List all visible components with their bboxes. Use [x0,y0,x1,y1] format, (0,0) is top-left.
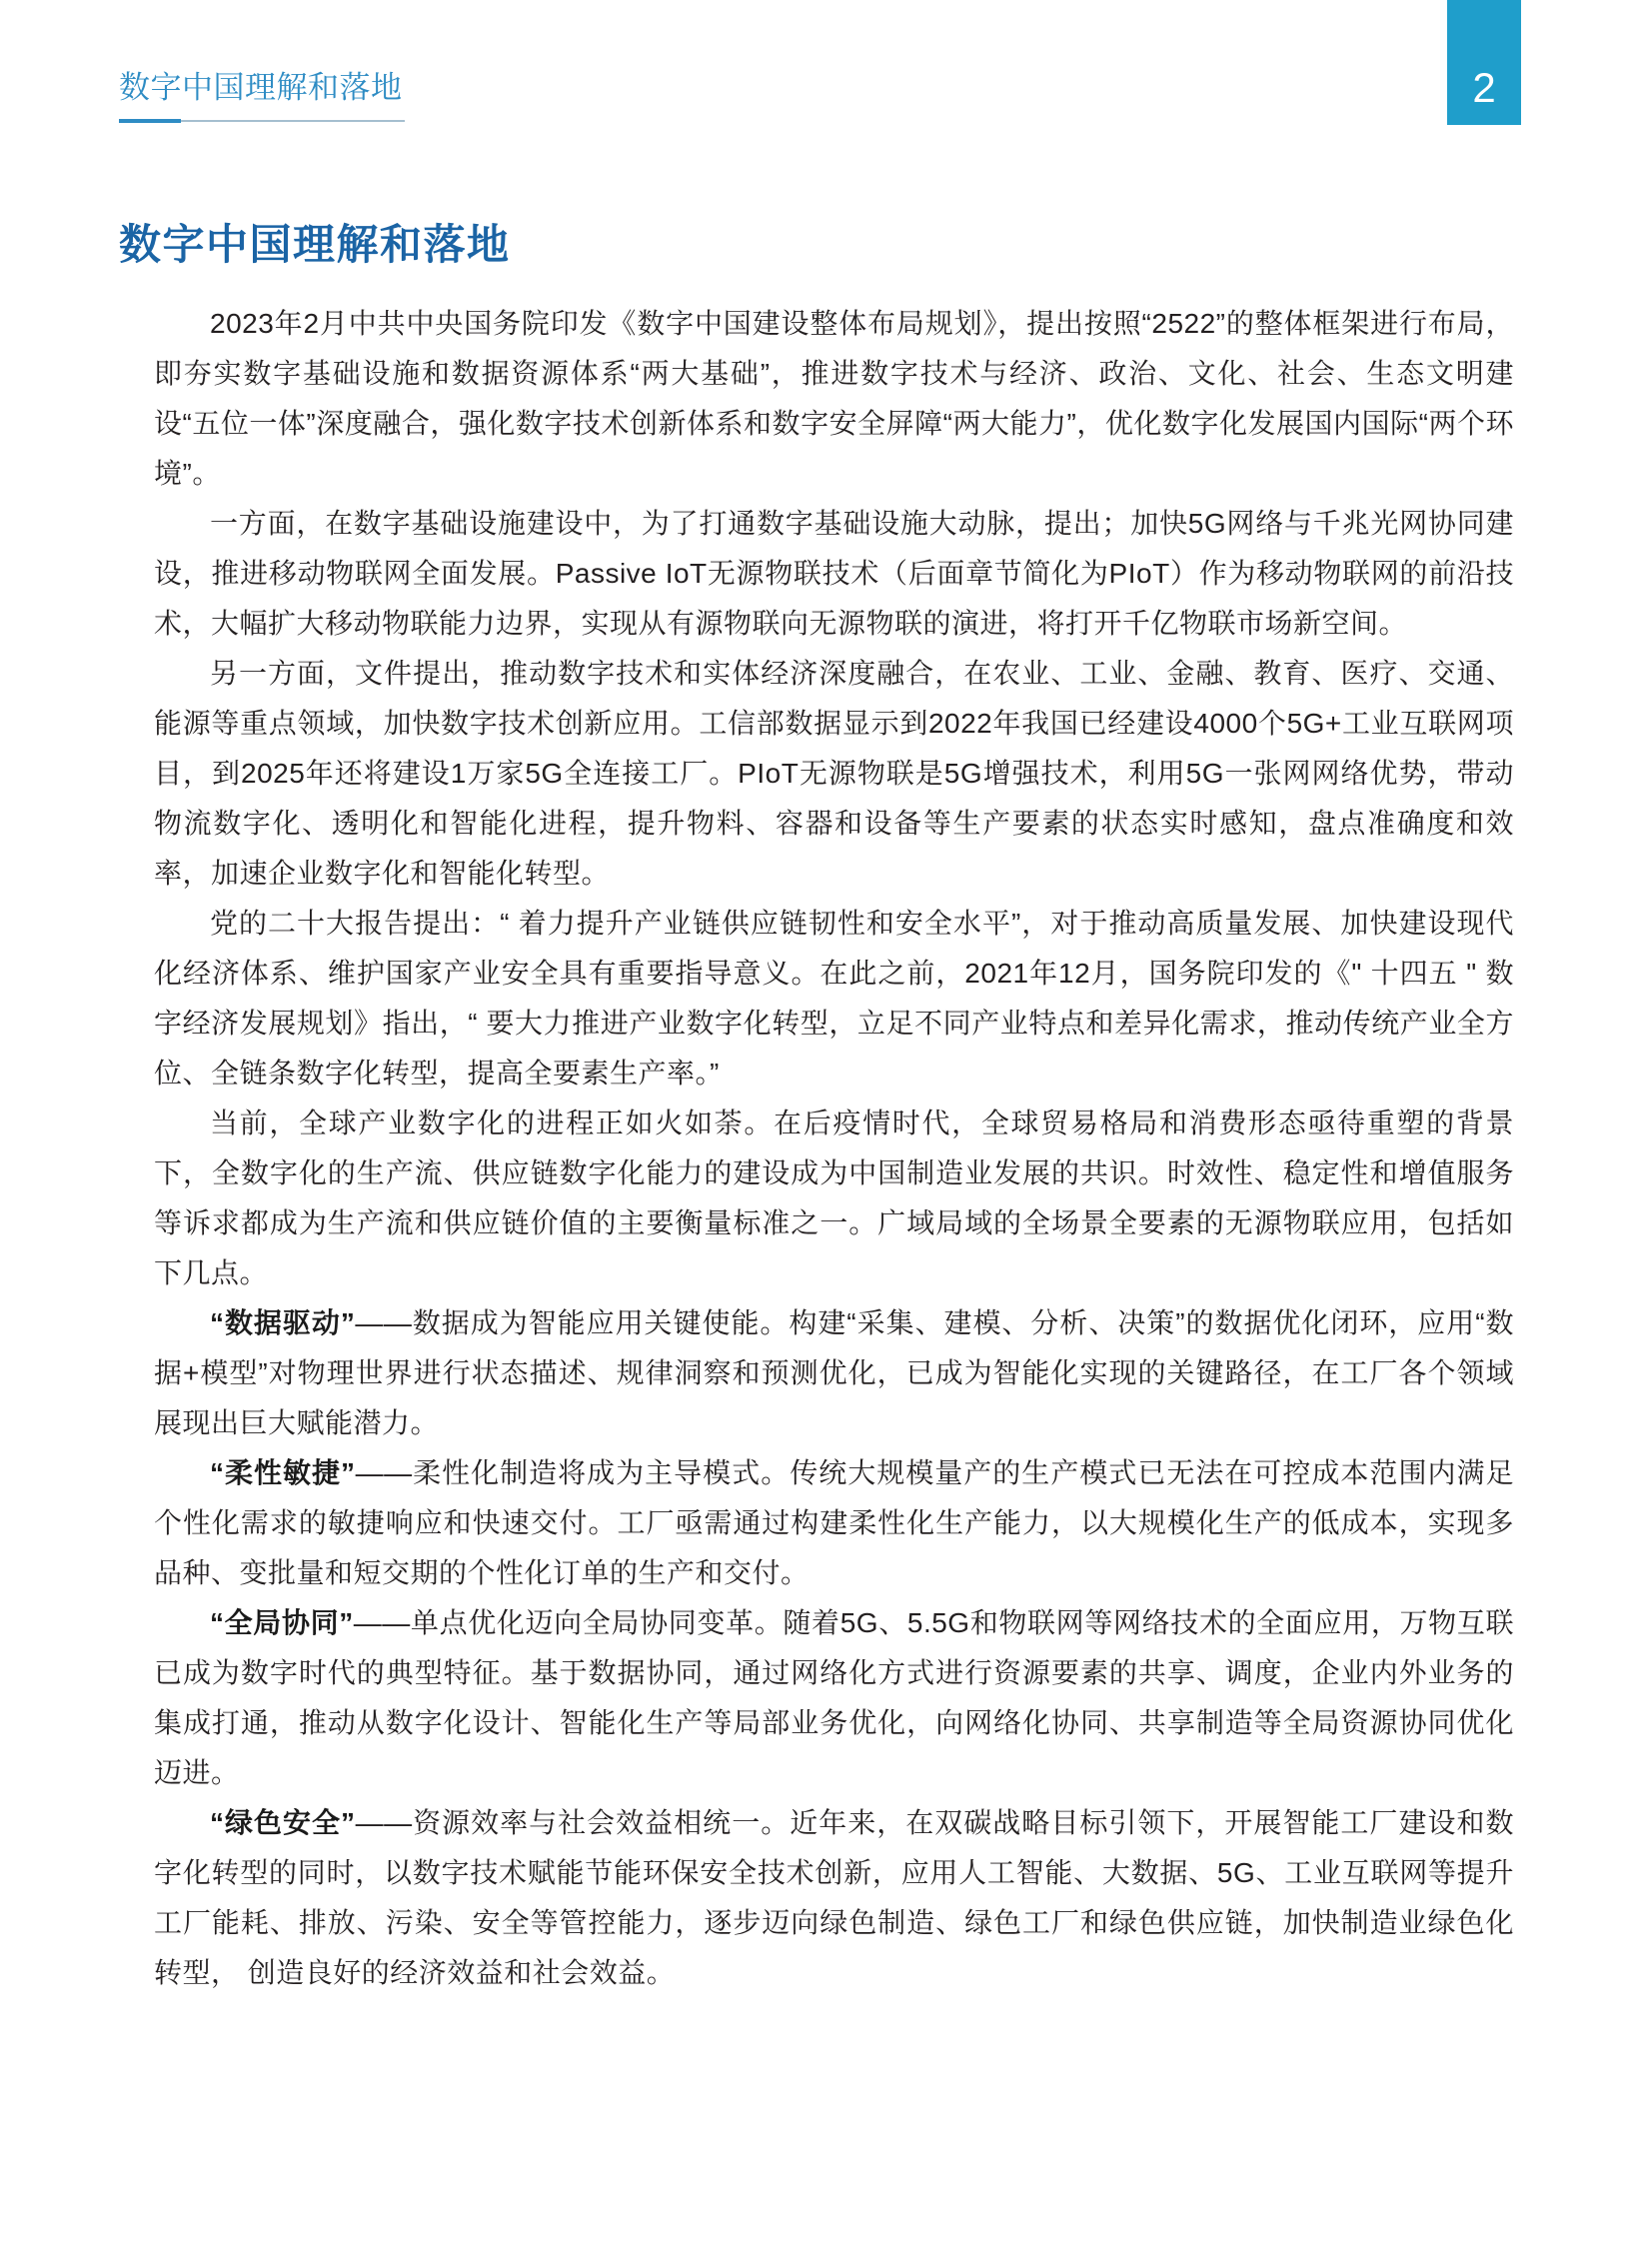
header-underline [119,119,405,123]
highlight-lead-green-safety: “绿色安全” [210,1807,356,1838]
highlight-text-flexible-agile: ——柔性化制造将成为主导模式。传统大规模量产的生产模式已无法在可控成本范围内满足个性化需求的敏捷响应和快速交付。工厂亟需通过构建柔性化生产能力，以大规模化生产的低成本，实现多品种、变批量和短交期的个性化订单的生产和交付。 [154,1457,1514,1588]
paragraph-flexible-agile [154,1448,1514,1598]
highlight-lead-data-driven: “数据驱动” [210,1307,356,1338]
paragraph-infrastructure: 一方面，在数字基础设施建设中，为了打通数字基础设施大动脉，提出；加快5G网络与千兆光网协同建设，推进移动物联网全面发展。Passive IoT无源物联技术（后面章节简化为PIoT）作为移动物联网的前沿技术，大幅扩大移动物联能力边界，实现从有源物联向无源物联的演进，将打开千亿物联市场新空间。 [154,508,1514,639]
page-number: 2 [1472,64,1496,111]
paragraph-global-collaboration [154,1598,1514,1798]
paragraph-data-driven [154,1298,1514,1448]
header-underline-accent [119,119,181,123]
highlight-text-global-collaboration: ——单点优化迈向全局协同变革。随着5G、5.5G和物联网等网络技术的全面应用，万物互联已成为数字时代的典型特征。基于数据协同，通过网络化方式进行资源要素的共享、调度，企业内外业务的集成打通，推动从数字化设计、智能化生产等局部业务优化，向网络化协同、共享制造等全局资源协同优化迈进。 [154,1607,1514,1788]
paragraph-global-trend: 当前，全球产业数字化的进程正如火如荼。在后疫情时代，全球贸易格局和消费形态亟待重塑的背景下，全数字化的生产流、供应链数字化能力的建设成为中国制造业发展的共识。时效性、稳定性和增值服务等诉求都成为生产流和供应链价值的主要衡量标准之一。广域局域的全场景全要素的无源物联应用，包括如下几点。 [154,1108,1514,1288]
highlight-lead-flexible-agile: “柔性敏捷” [210,1457,356,1488]
paragraph-digital-economy: 另一方面，文件提出，推动数字技术和实体经济深度融合，在农业、工业、金融、教育、医疗、交通、能源等重点领域，加快数字技术创新应用。工信部数据显示到2022年我国已经建设4000个5G+工业互联网项目，到2025年还将建设1万家5G全连接工厂。PIoT无源物联是5G增强技术，利用5G一张网网络优势，带动物流数字化、透明化和智能化进程，提升物料、容器和设备等生产要素的状态实时感知，盘点准确度和效率，加速企业数字化和智能化转型。 [154,658,1514,889]
header-underline-thin [181,120,405,122]
running-header-title: 数字中国理解和落地 [119,70,403,105]
paragraph-planning-overview: 2023年2月中共中央国务院印发《数字中国建设整体布局规划》，提出按照“2522”的整体框架进行布局，即夯实数字基础设施和数据资源体系“两大基础”，推进数字技术与经济、政治、文化、社会、生态文明建设“五位一体”深度融合，强化数字技术创新体系和数字安全屏障“两大能力”，优化数字化发展国内国际“两个环境”。 [154,308,1514,489]
page-number-tab [1447,0,1521,125]
paragraph-green-safety [154,1798,1514,1998]
highlight-text-data-driven: ——数据成为智能应用关键使能。构建“采集、建模、分析、决策”的数据优化闭环，应用“数据+模型”对物理世界进行状态描述、规律洞察和预测优化，已成为智能化实现的关键路径，在工厂各个领域展现出巨大赋能潜力。 [154,1307,1514,1438]
section-title: 数字中国理解和落地 [119,221,511,268]
highlight-text-green-safety: ——资源效率与社会效益相统一。近年来，在双碳战略目标引领下，开展智能工厂建设和数字化转型的同时，以数字技术赋能节能环保安全技术创新，应用人工智能、大数据、5G、工业互联网等提升工厂能耗、排放、污染、安全等管控能力，逐步迈向绿色制造、绿色工厂和绿色供应链，加快制造业绿色化转型， 创造良好的经济效益和社会效益。 [154,1807,1514,1988]
paragraph-party-report: 党的二十大报告提出：“ 着力提升产业链供应链韧性和安全水平”，对于推动高质量发展、加快建设现代化经济体系、维护国家产业安全具有重要指导意义。在此之前，2021年12月，国务院印发的《" 十四五 " 数字经济发展规划》指出，“ 要大力推进产业数字化转型，立足不同产业特点和差异化需求，推动传统产业全方位、全链条数字化转型，提高全要素生产率。” [154,908,1514,1089]
body-text [154,299,1514,1998]
highlight-lead-global-collaboration: “全局协同” [210,1607,354,1638]
